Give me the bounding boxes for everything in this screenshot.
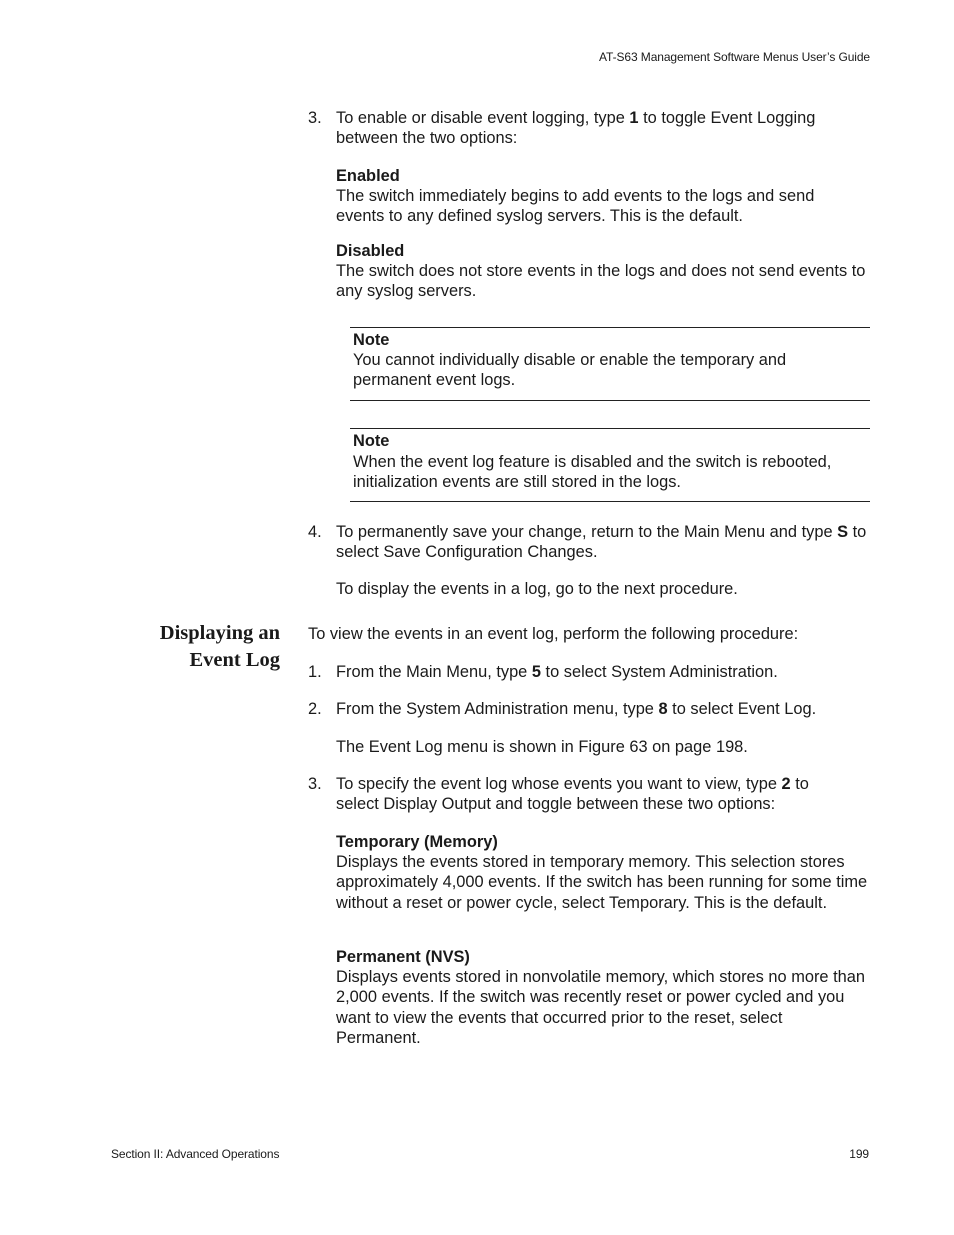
step-number: 2. [308, 700, 322, 718]
step-text [336, 774, 841, 815]
option-desc-permanent: Displays events stored in nonvolatile memory, which stores no more than 2,000 events. If the switch was recently reset or power cycled and you want to view the events that occurred prior to the reset, select Permanent. [336, 968, 865, 1048]
step-key: 1 [629, 109, 639, 127]
section-heading-line: Event Log [189, 648, 280, 671]
step-number: 1. [308, 663, 322, 681]
option-term-permanent: Permanent (NVS) [336, 948, 470, 966]
note-title: Note [353, 331, 390, 349]
option-term-disabled: Disabled [336, 242, 405, 260]
step-key: 5 [531, 663, 541, 681]
section-heading [120, 620, 280, 673]
step-followup: To display the events in a log, go to the next procedure. [336, 580, 738, 598]
footer-section: Section II: Advanced Operations [111, 1147, 280, 1161]
step-key: S [837, 523, 849, 541]
note-text: You cannot individually disable or enable the temporary and permanent event logs. [353, 351, 787, 390]
step-text [336, 108, 856, 149]
step-text-post: to select Event Log. [667, 700, 817, 718]
step-text-pre: To enable or disable event logging, type [336, 109, 630, 127]
step-key: 8 [658, 700, 668, 718]
note-top-rule [350, 327, 870, 328]
option-desc-enabled: The switch immediately begins to add events to the logs and send events to any defined syslog servers. This is the default. [336, 187, 815, 226]
step-number: 3. [308, 775, 322, 793]
step-key: 2 [781, 775, 791, 793]
running-header: AT-S63 Management Software Menus User’s Guide [599, 50, 870, 64]
note-bottom-rule [350, 400, 870, 401]
note-top-rule [350, 428, 870, 429]
step-number: 4. [308, 523, 322, 541]
step-text-pre: To permanently save your change, return to the Main Menu and type [336, 523, 838, 541]
section-heading-line: Displaying an [159, 622, 280, 644]
step-followup: The Event Log menu is shown in Figure 63 on page 198. [336, 738, 748, 756]
step-text-post: to select Save Configuration Changes. [336, 523, 867, 562]
step-text-pre: From the Main Menu, type [336, 663, 532, 681]
option-term-enabled: Enabled [336, 167, 400, 185]
option-desc-disabled: The switch does not store events in the logs and does not send events to any syslog servers. [336, 262, 866, 301]
step-text-post: to select Display Output and toggle between these two options: [336, 775, 809, 814]
option-term-temporary: Temporary (Memory) [336, 833, 498, 851]
step-text [336, 522, 876, 563]
step-text [336, 699, 876, 719]
note-text: When the event log feature is disabled and the switch is rebooted, initialization events are still stored in the logs. [353, 453, 832, 492]
step-text-pre: To specify the event log whose events you want to view, type [336, 775, 782, 793]
step-text [336, 662, 876, 682]
step-text-post: to toggle Event Logging between the two options: [336, 109, 816, 148]
step-text-post: to select System Administration. [540, 663, 778, 681]
note-bottom-rule [350, 501, 870, 502]
step-text-pre: From the System Administration menu, type [336, 700, 659, 718]
section-intro: To view the events in an event log, perform the following procedure: [308, 625, 799, 643]
page-number: 199 [849, 1147, 869, 1161]
note-title: Note [353, 432, 390, 450]
step-number: 3. [308, 109, 322, 127]
option-desc-temporary: Displays the events stored in temporary memory. This selection stores approximately 4,000 events. If the switch has been running for some time without a reset or power cycle, select Temporary. This is the default. [336, 853, 868, 912]
